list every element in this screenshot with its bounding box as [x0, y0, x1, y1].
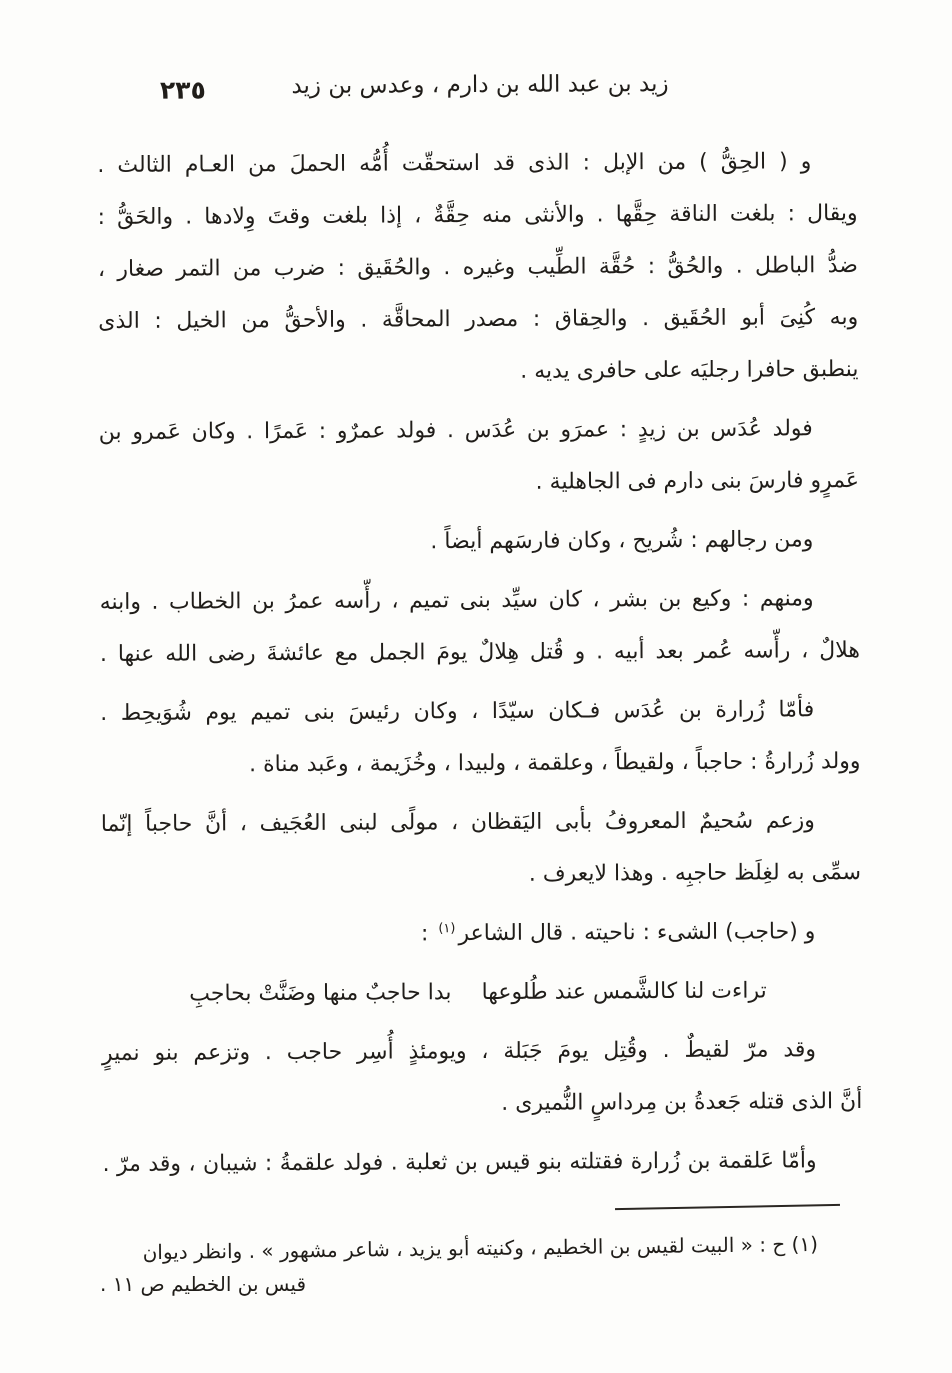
paragraph-suhaym: [101, 795, 862, 903]
text-line: وولد زُرارةُ : حاجباً ، ولقيطاً ، وعلقمة ، ولبيدا ، وخُزَيمة ، وعَبد مناة .: [249, 749, 861, 778]
poet-intro-colon: :: [420, 921, 436, 947]
text-line: فولد عُدَس بن زيدٍ : عمرَو بن عُدَس . فولد عمرٌو : عَمرًا . وكان عَمرو بن: [98, 416, 813, 445]
text-line: عَمرٍو فارسَ بنى دارم فى الجاهلية .: [535, 468, 860, 495]
text-line: وقد مرّ لقيطٌ . وقُتِل يومَ جَبَلة ، ويومئذٍ أُسِر حاجب . وتزعم بنو نميرٍ: [101, 1037, 817, 1066]
text-line: وأمّا عَلقمة بن زُرارة فقتلته بنو قيس بن ثعلبة . فولد علقمةُ : شيبان ، وقد مرّ .: [102, 1148, 817, 1177]
paragraph-hajib-definition: [101, 906, 861, 962]
text-line: ومن رجالهم : شُريح ، وكان فارسَهم أيضاً .: [430, 527, 814, 555]
text-line: ضدُّ الباطل . والحُقُّ : حُقَّة الطِّيب وغيره . والحُقَيق : ضرب من التمر صغار ،: [97, 253, 858, 282]
verse-first-hemistich: تراءت لنا كالشَّمس عند طُلوعها: [481, 978, 767, 1005]
text-line: ويقال : بلغت الناقة حِقَّها . والأنثى منه حِقَّةٌ ، إذا بلغت وقتَ وِلادها . والحَقُّ :: [97, 201, 858, 230]
verse-couplet: [102, 965, 862, 1021]
poet-intro-text: و (حاجب) الشىء : ناحيته . قال الشاعر: [458, 919, 816, 947]
paragraph-alhiqq: [97, 136, 858, 400]
footnote-line: قيس بن الخطيم ص ١١ .: [100, 1272, 307, 1296]
page-header: [100, 70, 860, 108]
footnote-separator-rule: [615, 1204, 840, 1210]
paragraph-waki: [100, 573, 861, 681]
paragraph-shurayh: [99, 514, 859, 570]
footnote-line: (١) ح : « البيت لقيس بن الخطيم ، وكنيته أبو يزيد ، شاعر مشهور » . وانظر ديوان: [142, 1231, 819, 1265]
poet-intro-line: [101, 906, 861, 962]
page-number: ٢٣٥: [159, 75, 206, 105]
text-line: وبه كُنِىَ أبو الحُقَيق . والحِقاق : مصدر المحاقَّة . والأحقُّ من الخيل : الذى: [98, 305, 859, 334]
text-column: [97, 136, 863, 1198]
text-line: ينطبق حافرا رجليَه على حافرى يديه .: [520, 357, 859, 384]
page-title: زيد بن عبد الله بن دارم ، وعدس بن زيد: [291, 71, 669, 99]
text-line: هلالٌ ، رأّسه عُمر بعد أبيه . و قُتل هِلالٌ يومَ الجمل مع عائشةَ رضى الله عنها .: [99, 638, 860, 667]
text-line: فأمّا زُرارة بن عُدَس فـكان سيّدًا ، وكان رئيسَ بنى تميم يوم شُوَيحِط .: [100, 697, 815, 726]
text-line: سمِّى به لغِلَظ حاجبِه . وهذا لايعرف .: [528, 860, 862, 887]
paragraph-udas-descendants: [99, 403, 860, 511]
paragraph-laqit: [102, 1024, 863, 1132]
text-line: ومنهم : وكيع بن بشر ، كان سيِّد بنى تميم ، رأّسه عمرُ بن الخطاب . وابنه: [99, 586, 814, 615]
paragraph-zurara: [100, 684, 861, 792]
paragraph-alqama: [102, 1135, 862, 1191]
text-line: وزعم سُحيمٌ المعروفُ بأبى اليَقظان ، مولًى لبنى العُجَيف ، أنَّ حاجباً إنّما: [100, 808, 815, 837]
verse-second-hemistich: بدا حاجبٌ منها وضَنَّتْ بحاجبِ: [189, 980, 452, 1007]
text-line: أنَّ الذى قتله جَعدةُ بن مِرداسٍ النُّميرى .: [501, 1089, 863, 1116]
text-line: و ( الحِقُّ ) من الإبل : الذى قد استحقّت أُمُّه الحملَ من العـام الثالث .: [97, 149, 812, 178]
footnote-ref-marker: (١): [438, 920, 456, 936]
